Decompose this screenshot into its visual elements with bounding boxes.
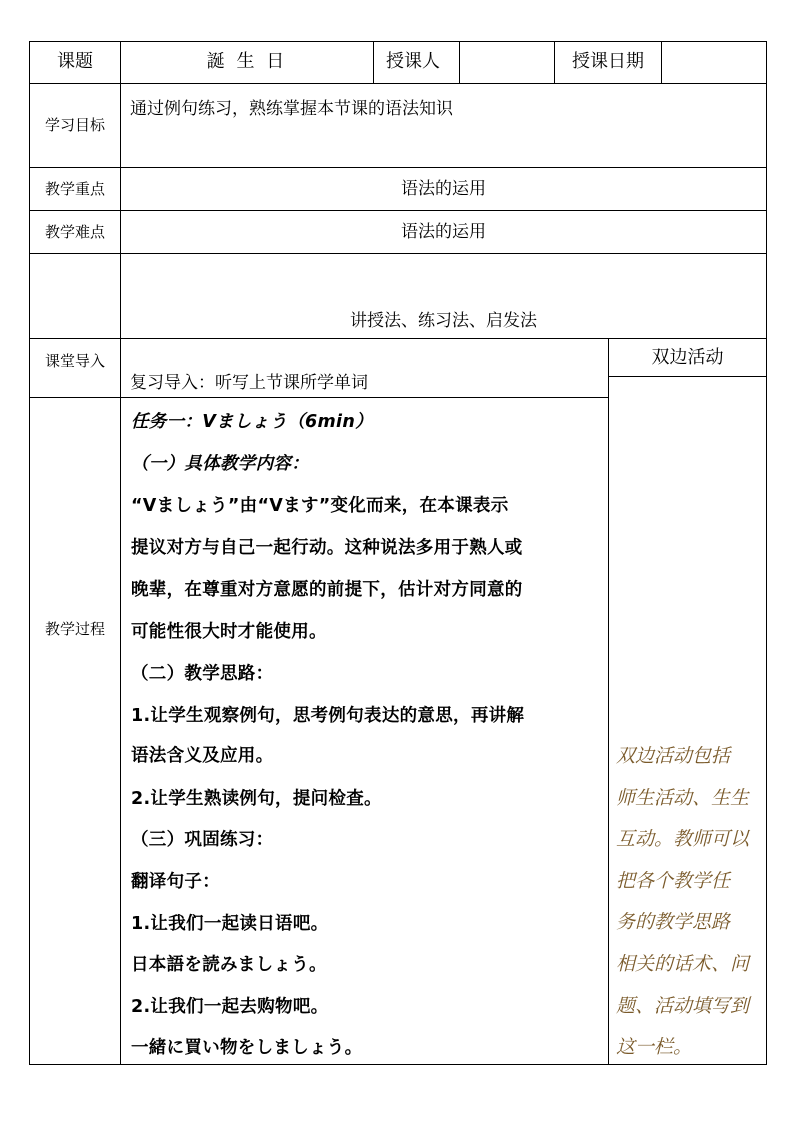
rule-7	[29, 397, 609, 398]
side-note-line: 题、活动填写到	[616, 995, 750, 1017]
intro-text: 复习导入：听写上节课所学单词	[130, 373, 368, 393]
intro-label: 课堂导入	[44, 352, 105, 370]
process-label: 教学过程	[44, 620, 105, 638]
process-line: 一緒に買い物をしましょう。	[131, 1038, 363, 1058]
key-points-label: 教学重点	[44, 180, 105, 198]
teacher-value[interactable]	[460, 41, 554, 83]
task-title: 任务一：Vましょう（6min）	[131, 412, 373, 432]
date-value[interactable]	[662, 41, 766, 83]
process-line: 2.让我们一起去购物吧。	[131, 997, 329, 1017]
process-line: 1.让我们一起读日语吧。	[131, 914, 329, 934]
process-line: “Vましょう”由“Vます”变化而来，在本课表示	[131, 496, 509, 516]
process-line: 提议对方与自己一起行动。这种说法多用于熟人或	[131, 538, 523, 558]
side-note-line: 务的教学思路	[616, 911, 731, 933]
rule-6-side	[608, 376, 767, 377]
key-points-text: 语法的运用	[401, 179, 486, 199]
rule-bottom	[29, 1064, 767, 1065]
process-line: 可能性很大时才能使用。	[131, 622, 327, 642]
rule-side-col	[608, 338, 609, 1065]
methods-text: 讲授法、练习法、启发法	[350, 311, 537, 331]
side-note-line: 这一栏。	[616, 1036, 693, 1058]
side-note-line: 把各个教学任	[616, 870, 731, 892]
objectives-text: 通过例句练习，熟练掌握本节课的语法知识	[130, 99, 453, 119]
side-note-line: 师生活动、生生	[616, 787, 750, 809]
difficulties-label: 教学难点	[44, 223, 105, 241]
process-line: 1.让学生观察例句，思考例句表达的意思，再讲解	[131, 706, 525, 726]
rule-4	[29, 253, 767, 254]
difficulties-text: 语法的运用	[401, 222, 486, 242]
process-line: 晚辈，在尊重对方意愿的前提下，估计对方同意的	[131, 580, 523, 600]
side-activity-header: 双边活动	[651, 347, 724, 368]
side-note-line: 相关的话术、问	[616, 953, 750, 975]
rule-right	[766, 41, 767, 1065]
process-line: 日本語を読みましょう。	[131, 955, 327, 975]
topic-value: 誕 生 日	[206, 51, 288, 72]
date-label: 授课日期	[572, 51, 644, 72]
side-note-line: 双边活动包括	[616, 745, 731, 767]
approach-heading: （二）教学思路：	[131, 664, 274, 684]
process-line: 翻译句子：	[131, 872, 220, 892]
topic-label: 课题	[57, 51, 93, 72]
rule-1	[29, 83, 767, 84]
process-line: 2.让学生熟读例句，提问检查。	[131, 789, 382, 809]
process-line: 语法含义及应用。	[131, 746, 274, 766]
teacher-label: 授课人	[386, 51, 440, 72]
objectives-label: 学习目标	[44, 116, 105, 134]
practice-heading: （三）巩固练习：	[131, 830, 274, 850]
side-note-line: 互动。教师可以	[616, 828, 750, 850]
content-heading: （一）具体教学内容：	[131, 454, 309, 474]
